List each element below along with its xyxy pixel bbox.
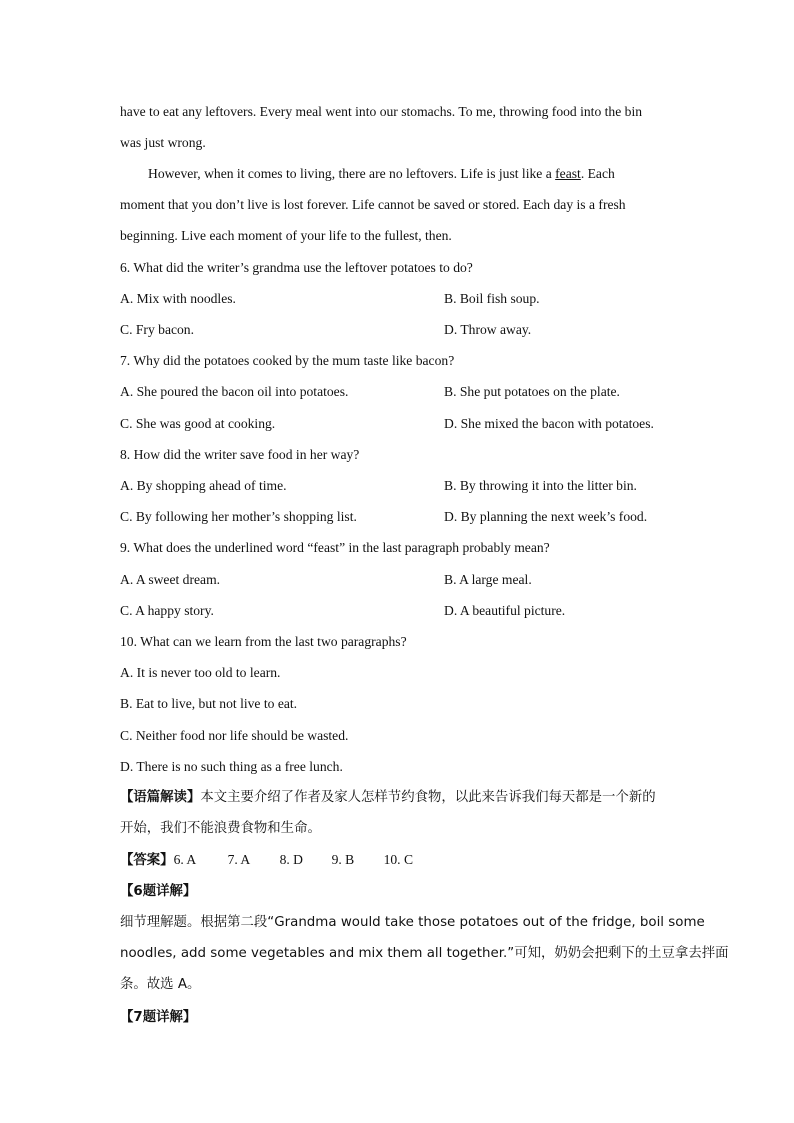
option: D. She mixed the bacon with potatoes.: [444, 416, 654, 431]
passage-line: moment that you don’t live is lost forever. Life cannot be saved or stored. Each day is a fresh: [120, 197, 626, 212]
detail-line: noodles, add some vegetables and mix them all together.”可知，奶奶会把剩下的土豆拿去拌面: [120, 946, 729, 961]
detail-7-label: 【7题详解】: [120, 1010, 197, 1025]
passage-line: beginning. Live each moment of your life to the fullest, then.: [120, 228, 452, 243]
question-stem: 6. What did the writer’s grandma use the leftover potatoes to do?: [120, 260, 473, 275]
passage-line: However, when it comes to living, there are no leftovers. Life is just like a feast. Each: [148, 166, 615, 181]
option: A. By shopping ahead of time.: [120, 478, 287, 493]
option: A. A sweet dream.: [120, 572, 221, 587]
option: C. Neither food nor life should be wasted.: [120, 728, 349, 743]
answer-item: 7. A: [227, 852, 251, 867]
underlined-word-feast: feast: [555, 166, 581, 181]
option: D. A beautiful picture.: [444, 603, 566, 618]
option: B. Boil fish soup.: [444, 291, 540, 306]
answer-item: 8. D: [279, 852, 303, 867]
option: A. It is never too old to learn.: [120, 665, 281, 680]
option: D. By planning the next week’s food.: [444, 509, 648, 524]
answer-item: 6. A: [173, 852, 197, 867]
option: C. By following her mother’s shopping list.: [120, 509, 357, 524]
option: D. Throw away.: [444, 322, 532, 337]
passage-line: have to eat any leftovers. Every meal went into our stomachs. To me, throwing food into the bin: [120, 104, 643, 119]
question-stem: 10. What can we learn from the last two paragraphs?: [120, 634, 407, 649]
analysis-label: 【语篇解读】: [120, 790, 201, 805]
answer-line: [120, 852, 413, 869]
detail-line: 细节理解题。根据第二段“Grandma would take those potatoes out of the fridge, boil some: [120, 915, 705, 930]
option: A. She poured the bacon oil into potatoes.: [120, 384, 349, 399]
option: C. She was good at cooking.: [120, 416, 276, 431]
option: B. Eat to live, but not live to eat.: [120, 696, 298, 711]
option: C. A happy story.: [120, 603, 214, 618]
answer-item: 9. B: [331, 852, 355, 867]
question-stem: 7. Why did the potatoes cooked by the mum taste like bacon?: [120, 353, 455, 368]
question-stem: 9. What does the underlined word “feast” in the last paragraph probably mean?: [120, 540, 550, 555]
passage-line: was just wrong.: [120, 135, 206, 150]
question-stem: 8. How did the writer save food in her way?: [120, 447, 360, 462]
option: B. She put potatoes on the plate.: [444, 384, 620, 399]
option: B. A large meal.: [444, 572, 532, 587]
answer-item: 10. C: [383, 852, 414, 867]
detail-line: 条。故选 A。: [120, 977, 201, 992]
analysis-line: 开始，我们不能浪费食物和生命。: [120, 821, 321, 836]
answer-label: 【答案】: [120, 853, 174, 868]
option: C. Fry bacon.: [120, 322, 195, 337]
option: A. Mix with noodles.: [120, 291, 236, 306]
option: B. By throwing it into the litter bin.: [444, 478, 637, 493]
detail-6-label: 【6题详解】: [120, 884, 197, 899]
analysis-line: 【语篇解读】本文主要介绍了作者及家人怎样节约食物，以此来告诉我们每天都是一个新的: [120, 790, 656, 805]
option: D. There is no such thing as a free lunch.: [120, 759, 343, 774]
